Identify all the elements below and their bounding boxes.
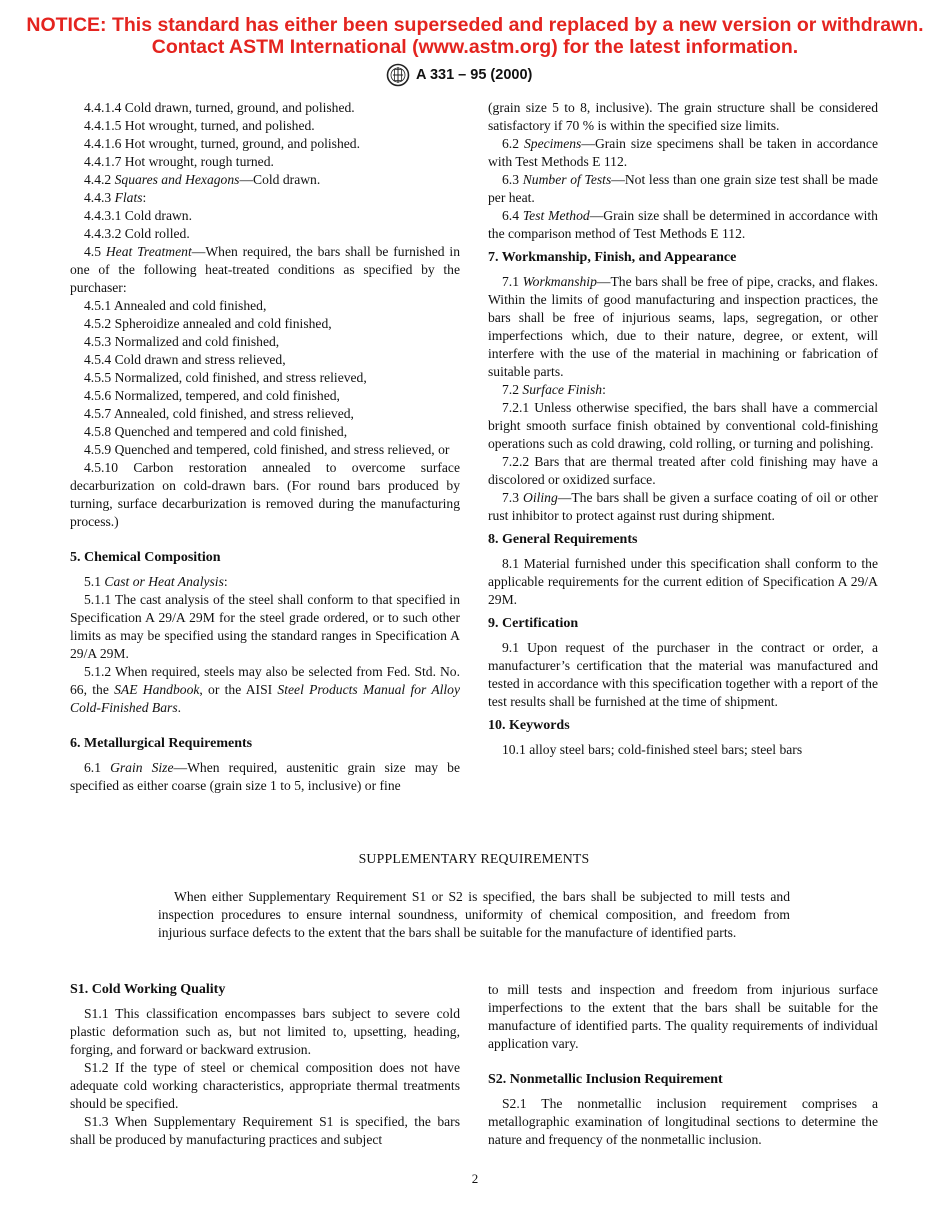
supplementary-intro <box>158 888 790 942</box>
section-7-3: 7.3 Oiling—The bars shall be given a surface coating of oil or other rust inhibitor to protect against rust during shipment. <box>488 490 878 523</box>
section-s1-2: S1.2 If the type of steel or chemical composition does not have adequate cold working characteristics, appropriate thermal treatments should be specified. <box>70 1060 460 1111</box>
section-4-5-3: 4.5.3 Normalized and cold finished, <box>84 334 280 349</box>
section-4-5-10: 4.5.10 Carbon restoration annealed to overcome surface decarburization on cold-drawn bars. (For round bars produced by turning, surface decarburization is removed during the manufacturing process.) <box>70 460 460 529</box>
notice-line-2: Contact ASTM International (www.astm.org) for the latest information. <box>151 36 799 58</box>
page-number: 2 <box>471 1171 479 1186</box>
section-6-3: 6.3 Number of Tests—Not less than one grain size test shall be made per heat. <box>488 172 878 205</box>
section-4-5-5: 4.5.5 Normalized, cold finished, and stress relieved, <box>84 370 367 385</box>
section-4-4-1-4: 4.4.1.4 Cold drawn, turned, ground, and polished. <box>84 100 355 115</box>
section-4-5-9: 4.5.9 Quenched and tempered, cold finished, and stress relieved, or <box>84 442 450 457</box>
heading-certification: 9. Certification <box>488 616 579 631</box>
section-5-1-1: 5.1.1 The cast analysis of the steel shall conform to that specified in Specification A 29/A 29M for the steel grade ordered, or to such other limits as may be specified using the standard ranges in Specification A 29/A 29M. <box>70 592 460 661</box>
section-4-4-1-6: 4.4.1.6 Hot wrought, turned, ground, and polished. <box>84 136 360 151</box>
heading-s2-nonmetallic-inclusion: S2. Nonmetallic Inclusion Requirement <box>488 1072 723 1087</box>
section-4-4-1-5: 4.4.1.5 Hot wrought, turned, and polished. <box>84 118 315 133</box>
section-4-4-3-1: 4.4.3.1 Cold drawn. <box>84 208 192 223</box>
section-9-1: 9.1 Upon request of the purchaser in the contract or order, a manufacturer’s certification that the material was manufactured and tested in accordance with this specification together with a report of the test results shall be furnished at the time of shipment. <box>488 640 878 709</box>
supplementary-left-column <box>70 981 460 1149</box>
section-7-2-1: 7.2.1 Unless otherwise specified, the bars shall have a commercial bright smooth surface finish obtained by conventional cold-finishing operations such as cold drawing, cold rolling, or turning and polishing. <box>488 400 878 451</box>
section-8-1: 8.1 Material furnished under this specification shall conform to the applicable requirements for the current edition of Specification A 29/A 29M. <box>488 556 878 607</box>
left-column <box>70 99 460 795</box>
section-7-2: 7.2 Surface Finish: <box>502 382 606 397</box>
standard-designation: A 331 – 95 (2000) <box>416 67 533 83</box>
section-4-4-3-2: 4.4.3.2 Cold rolled. <box>84 226 190 241</box>
section-7-1: 7.1 Workmanship—The bars shall be free of pipe, cracks, and flakes. Within the limits of good manufacturing and inspection practices, the bars shall be free of injurious seams, laps, segregation, or other imperfections which, due to their nature, degree, or extent, will interfere with the use of the material in machining or fabrication of suitable parts. <box>488 274 878 379</box>
astm-logo-icon <box>386 63 410 87</box>
section-4-5-1: 4.5.1 Annealed and cold finished, <box>84 298 267 313</box>
section-4-5-2: 4.5.2 Spheroidize annealed and cold finished, <box>84 316 332 331</box>
supplementary-right-column <box>488 981 878 1149</box>
supplementary-requirements-title: SUPPLEMENTARY REQUIREMENTS <box>358 851 590 866</box>
section-4-4-1-7: 4.4.1.7 Hot wrought, rough turned. <box>84 154 274 169</box>
section-6-2: 6.2 Specimens—Grain size specimens shall be taken in accordance with Test Methods E 112. <box>488 136 878 169</box>
section-s1-3: S1.3 When Supplementary Requirement S1 is specified, the bars shall be produced by manufacturing practices and subject <box>70 1114 460 1147</box>
supplementary-intro-text: When either Supplementary Requirement S1 or S2 is specified, the bars shall be subjected to mill tests and inspection procedures to ensure internal soundness, uniformity of chemical composition, and freedom from injurious surface defects to the extent that the bars shall be suitable for the manufacture of identified parts. <box>158 889 790 940</box>
section-s1-3-continued: to mill tests and inspection and freedom from injurious surface imperfections to the extent that the bars shall be suitable for the manufacture of identified parts. The quality requirements of individual application vary. <box>488 982 878 1051</box>
right-column <box>488 99 878 759</box>
section-4-4-2: 4.4.2 Squares and Hexagons—Cold drawn. <box>84 172 321 187</box>
section-4-5: 4.5 Heat Treatment—When required, the bars shall be furnished in one of the following heat-treated conditions as specified by the purchaser: <box>70 244 460 295</box>
section-6-1: 6.1 Grain Size—When required, austenitic grain size may be specified as either coarse (grain size 1 to 5, inclusive) or fine <box>70 760 460 793</box>
section-5-1: 5.1 Cast or Heat Analysis: <box>84 574 228 589</box>
section-10-1: 10.1 alloy steel bars; cold-finished steel bars; steel bars <box>502 742 803 757</box>
section-4-5-8: 4.5.8 Quenched and tempered and cold finished, <box>84 424 348 439</box>
section-s1-1: S1.1 This classification encompasses bars subject to severe cold plastic deformation such as, but not limited to, upsetting, heading, forging, and forward or backward extrusion. <box>70 1006 460 1057</box>
standard-header <box>386 63 532 87</box>
section-6-4: 6.4 Test Method—Grain size shall be determined in accordance with the comparison method of Test Methods E 112. <box>488 208 878 241</box>
section-6-1-continued: (grain size 5 to 8, inclusive). The grain structure shall be considered satisfactory if 70 % is within the specified size limits. <box>488 100 878 133</box>
heading-general-requirements: 8. General Requirements <box>488 532 638 547</box>
section-4-5-4: 4.5.4 Cold drawn and stress relieved, <box>84 352 286 367</box>
section-4-5-6: 4.5.6 Normalized, tempered, and cold finished, <box>84 388 340 403</box>
heading-metallurgical-requirements: 6. Metallurgical Requirements <box>70 736 253 751</box>
section-s2-1: S2.1 The nonmetallic inclusion requirement comprises a metallographic examination of longitudinal sections to determine the nature and frequency of the nonmetallic inclusion. <box>488 1096 878 1147</box>
notice-banner <box>0 14 950 58</box>
heading-keywords: 10. Keywords <box>488 718 570 733</box>
section-7-2-2: 7.2.2 Bars that are thermal treated after cold finishing may have a discolored or oxidized surface. <box>488 454 878 487</box>
heading-workmanship: 7. Workmanship, Finish, and Appearance <box>488 250 737 265</box>
notice-line-1: NOTICE: This standard has either been superseded and replaced by a new version or withdrawn. <box>26 14 924 36</box>
section-5-1-2: 5.1.2 When required, steels may also be selected from Fed. Std. No. 66, the SAE Handbook, or the AISI Steel Products Manual for Alloy Cold-Finished Bars. <box>70 664 461 715</box>
heading-s1-cold-working-quality: S1. Cold Working Quality <box>70 982 226 997</box>
section-4-5-7: 4.5.7 Annealed, cold finished, and stress relieved, <box>84 406 354 421</box>
section-4-4-3: 4.4.3 Flats: <box>84 190 147 205</box>
heading-chemical-composition: 5. Chemical Composition <box>70 550 221 565</box>
